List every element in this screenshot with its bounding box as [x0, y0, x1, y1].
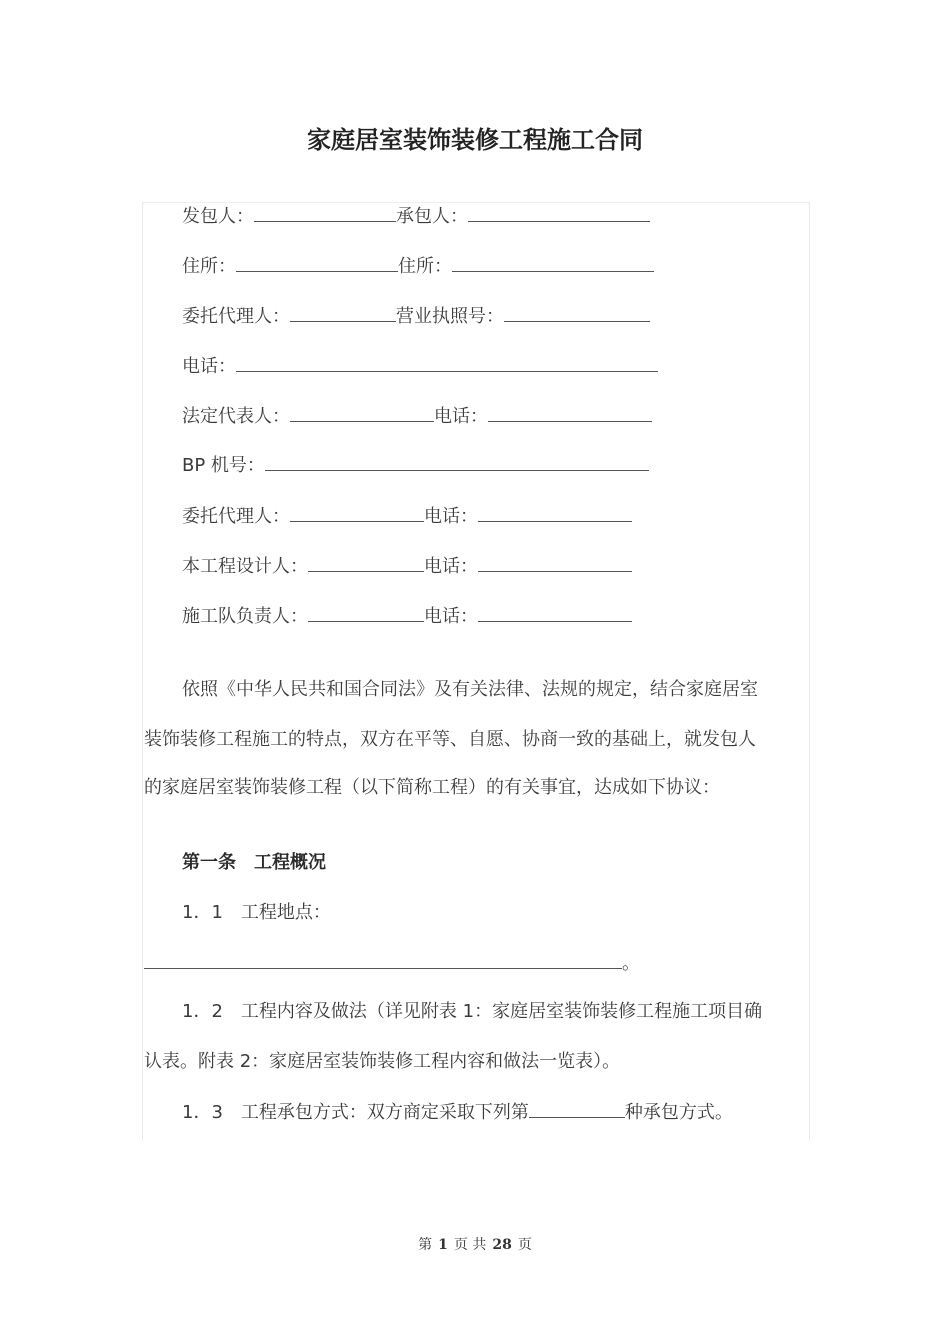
item-1-3-row [182, 1099, 733, 1125]
phone-label-1: 电话： [182, 356, 236, 377]
contractor-blank [468, 203, 650, 222]
agent-blank-2 [290, 503, 424, 522]
address-row [182, 253, 654, 279]
phone-row-1 [182, 353, 658, 379]
phone-blank-5 [478, 603, 632, 622]
item-1-3-prefix: 1．3 工程承包方式：双方商定采取下列第 [182, 1102, 529, 1123]
preamble-line-1: 依照《中华人民共和国合同法》及有关法律、法规的规定，结合家庭居室 [182, 679, 758, 700]
phone-blank-4 [478, 553, 632, 572]
designer-label: 本工程设计人： [182, 556, 308, 577]
legal-rep-blank [290, 403, 434, 422]
employer-row [182, 203, 650, 229]
article-1-heading: 第一条 工程概况 [182, 852, 326, 873]
footer-middle: 页 共 [453, 1237, 487, 1253]
address-blank-1 [236, 253, 398, 272]
item-1-2-line-1: 1．2 工程内容及做法（详见附表 1：家庭居室装饰装修工程施工项目确 [182, 1001, 763, 1022]
preamble-line-2: 装饰装修工程施工的特点，双方在平等、自愿、协商一致的基础上，就发包人 [144, 729, 756, 750]
preamble-line-3: 的家庭居室装饰装修工程（以下简称工程）的有关事宜，达成如下协议： [144, 777, 720, 798]
contract-mode-blank [529, 1099, 625, 1118]
phone-blank-1 [236, 353, 658, 372]
footer-page-number: 1 [438, 1237, 448, 1253]
phone-blank-3 [478, 503, 632, 522]
agent-phone-row [182, 503, 632, 529]
employer-label: 发包人： [182, 206, 254, 227]
bp-row [182, 452, 649, 478]
team-leader-row [182, 603, 632, 629]
legal-rep-label: 法定代表人： [182, 406, 290, 427]
bp-label: BP 机号： [182, 455, 265, 476]
address-blank-2 [452, 253, 654, 272]
employer-blank [254, 203, 396, 222]
phone-label-2: 电话： [434, 406, 488, 427]
team-leader-label: 施工队负责人： [182, 606, 308, 627]
phone-blank-2 [488, 403, 652, 422]
bp-blank [265, 452, 649, 471]
item-1-1-address-row [144, 950, 640, 976]
item-1-1-end: 。 [622, 953, 640, 974]
license-label: 营业执照号： [396, 306, 504, 327]
phone-label-3: 电话： [424, 506, 478, 527]
designer-row [182, 553, 632, 579]
item-1-2-line-2: 认表。附表 2：家庭居室装饰装修工程内容和做法一览表）。 [144, 1051, 621, 1072]
phone-label-5: 电话： [424, 606, 478, 627]
footer-prefix: 第 [418, 1237, 433, 1253]
license-blank [504, 303, 650, 322]
agent-label-1: 委托代理人： [182, 306, 290, 327]
team-leader-blank [308, 603, 424, 622]
contractor-label: 承包人： [396, 206, 468, 227]
agent-license-row [182, 303, 650, 329]
footer-suffix: 页 [517, 1237, 532, 1253]
designer-blank [308, 553, 424, 572]
phone-label-4: 电话： [424, 556, 478, 577]
agent-blank-1 [290, 303, 396, 322]
footer-total-pages: 28 [492, 1237, 512, 1253]
address-label-1: 住所： [182, 256, 236, 277]
item-1-1: 1．1 工程地点： [182, 902, 331, 923]
legal-rep-row [182, 403, 652, 429]
work-address-blank [144, 950, 622, 969]
item-1-3-suffix: 种承包方式。 [624, 1102, 733, 1123]
page-footer [0, 1234, 950, 1254]
agent-label-2: 委托代理人： [182, 506, 290, 527]
address-label-2: 住所： [398, 256, 452, 277]
document-title: 家庭居室装饰装修工程施工合同 [307, 126, 643, 154]
